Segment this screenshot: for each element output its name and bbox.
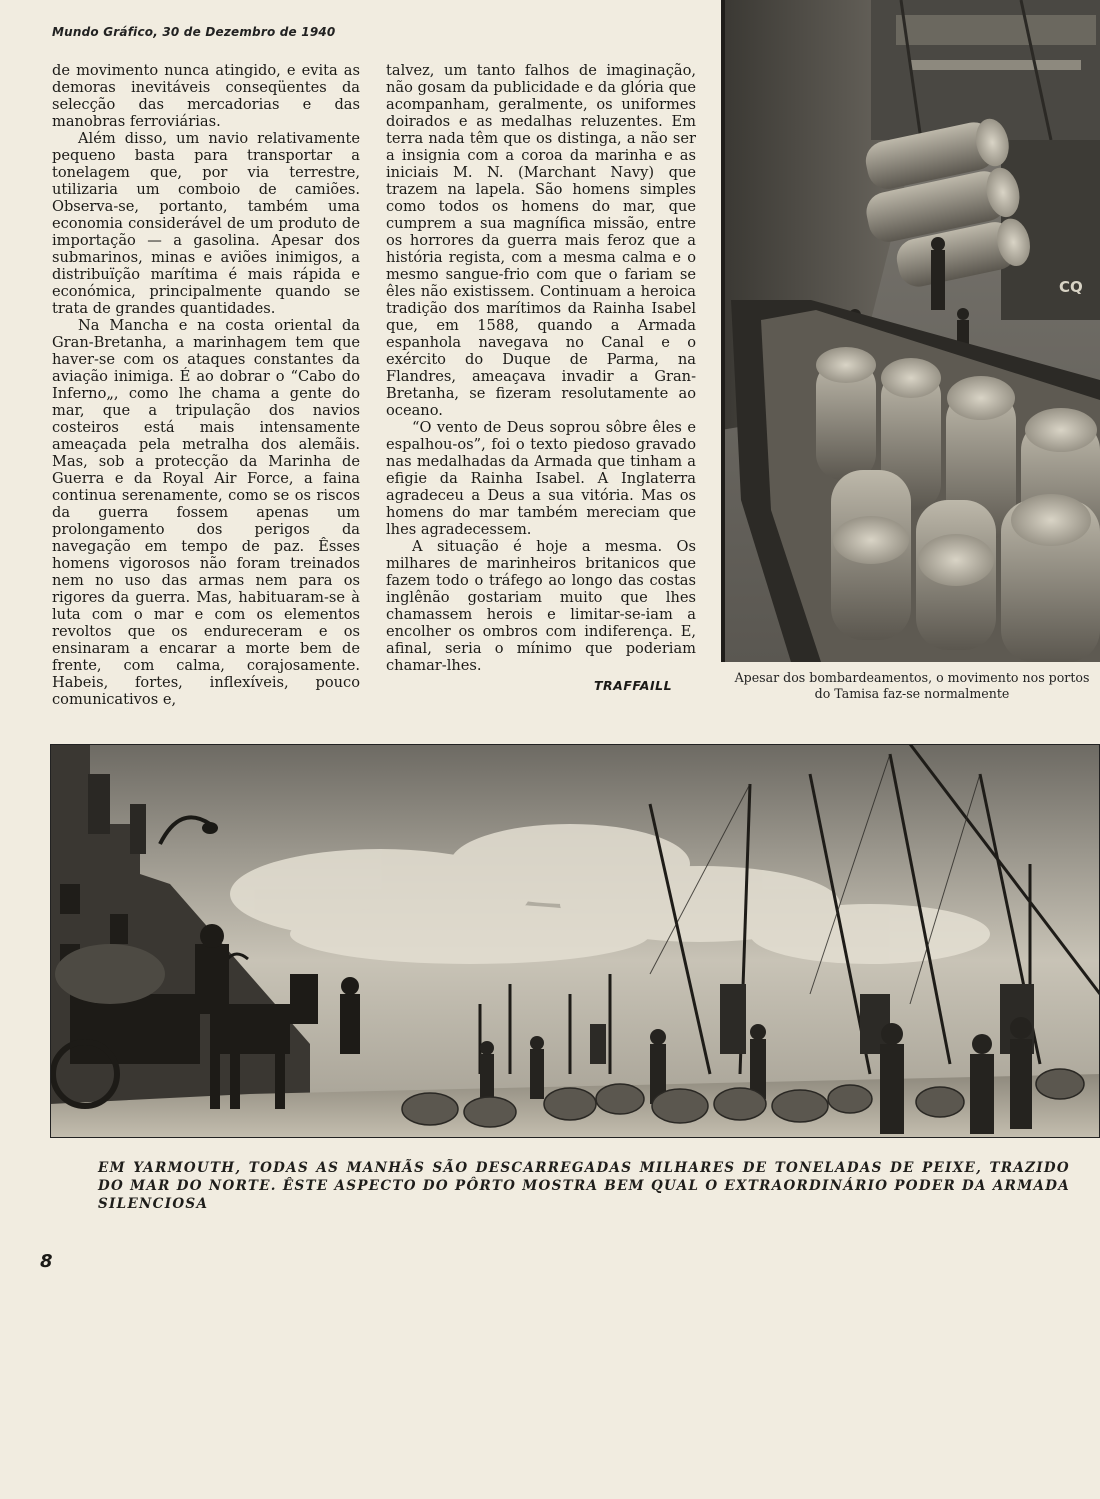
article-paragraph: talvez, um tanto falhos de imaginação, não gosam da publicidade e da glória que acompanham, geralmente, os uniformes doirados e as medalhas reluzentes. Em terra nada têm que os distinga, a não ser a insignia com a coroa da marinha e as iniciais M. N. (Marchant Navy) que trazem na lapela. São homens simples como todos os homens do mar, que cumprem a sua magnífica missão, entre os horrores da guerra mais feroz que a história regista, com a mesma calma e o mesmo sangue-frio com que o fariam se êles não existissem. Continuam a heroica tradição dos marítimos da Rainha Isabel que, em 1588, quando a Armada espanhola navegava no Canal e o exército do Duque de Parma, na Flandres, ameaçava invadir a Gran-Bretanha, se fizeram resolutamente ao oceano.	[386, 62, 696, 419]
article-paragraph: A situação é hoje a mesma. Os milhares de marinheiros britanicos que fazem todo o tráfego ao longo das costas inglênão gostariam muito que lhes chamassem herois e limitar-se-iam a encolher os ombros com indiferença. E, afinal, seria o mínimo que poderiam chamar-lhes.	[386, 538, 696, 674]
bottom-photo-caption: EM YARMOUTH, TODAS AS MANHÃS SÃO DESCARREGADAS MILHARES DE TONELADAS DE PEIXE, TRAZIDO DO MAR DO NORTE. ÊSTE ASPECTO DO PÔRTO MOSTRA BEM QUAL O EXTRAORDINÁRIO PODER DA ARMADA SILENCIOSA	[98, 1160, 1070, 1212]
article-column-1	[52, 62, 360, 708]
page-number: 8	[40, 1251, 53, 1272]
running-header: Mundo Gráfico, 30 de Dezembro de 1940	[52, 25, 336, 39]
author-signature: TRAFFAILL	[594, 678, 673, 693]
article-column-2	[386, 62, 696, 674]
top-photo-caption: Apesar dos bombardeamentos, o movimento nos portos do Tamisa faz-se normalmente	[734, 670, 1090, 701]
article-paragraph: “O vento de Deus soprou sôbre êles e espalhou-os”, foi o texto piedoso gravado nas medalhadas da Armada que tinham a efigie da Rainha Isabel. A Inglaterra agradeceu a Deus a sua vitória. Mas os homens do mar também mereciam que lhes agradecessem.	[386, 419, 696, 538]
article-paragraph: Na Mancha e na costa oriental da Gran-Bretanha, a marinhagem tem que haver-se com os ataques constantes da aviação inimiga. É ao dobrar o “Cabo do Inferno„, como lhe chama a gente do mar, que a tripulação dos navios costeiros está mais intensamente ameaçada pela metralha dos alemãis. Mas, sob a protecção da Marinha de Guerra e da Royal Air Force, a faina continua serenamente, como se os riscos da guerra fossem apenas um prolongamento dos perigos da navegação em tempo de paz. Êsses homens vigorosos não foram treinados nem no uso das armas nem para os rigores da guerra. Mas, habituaram-se à luta com o mar e com os elementos revoltos que os endureceram e os ensinaram a encarar a morte bem de frente, com calma, corajosamente. Habeis, fortes, inflexíveis, pouco comunicativos e,	[52, 317, 360, 708]
hull-lettering: CQ	[1059, 278, 1083, 296]
article-paragraph: Além disso, um navio relativamente pequeno basta para transportar a tonelagem que, por via terrestre, utilizaria um comboio de camiões. Observa-se, portanto, também uma economia considerável de um produto de importação — a gasolina. Apesar dos submarinos, minas e aviões inimigos, a distribuïção marítima é mais rápida e económica, principalmente quando se trata de grandes quantidades.	[52, 130, 360, 317]
yarmouth-harbour-photo	[50, 744, 1100, 1138]
cargo-unloading-photo	[721, 0, 1100, 662]
article-paragraph: de movimento nunca atingido, e evita as demoras inevitáveis conseqüentes da selecção das mercadorias e das manobras ferroviárias.	[52, 62, 360, 130]
